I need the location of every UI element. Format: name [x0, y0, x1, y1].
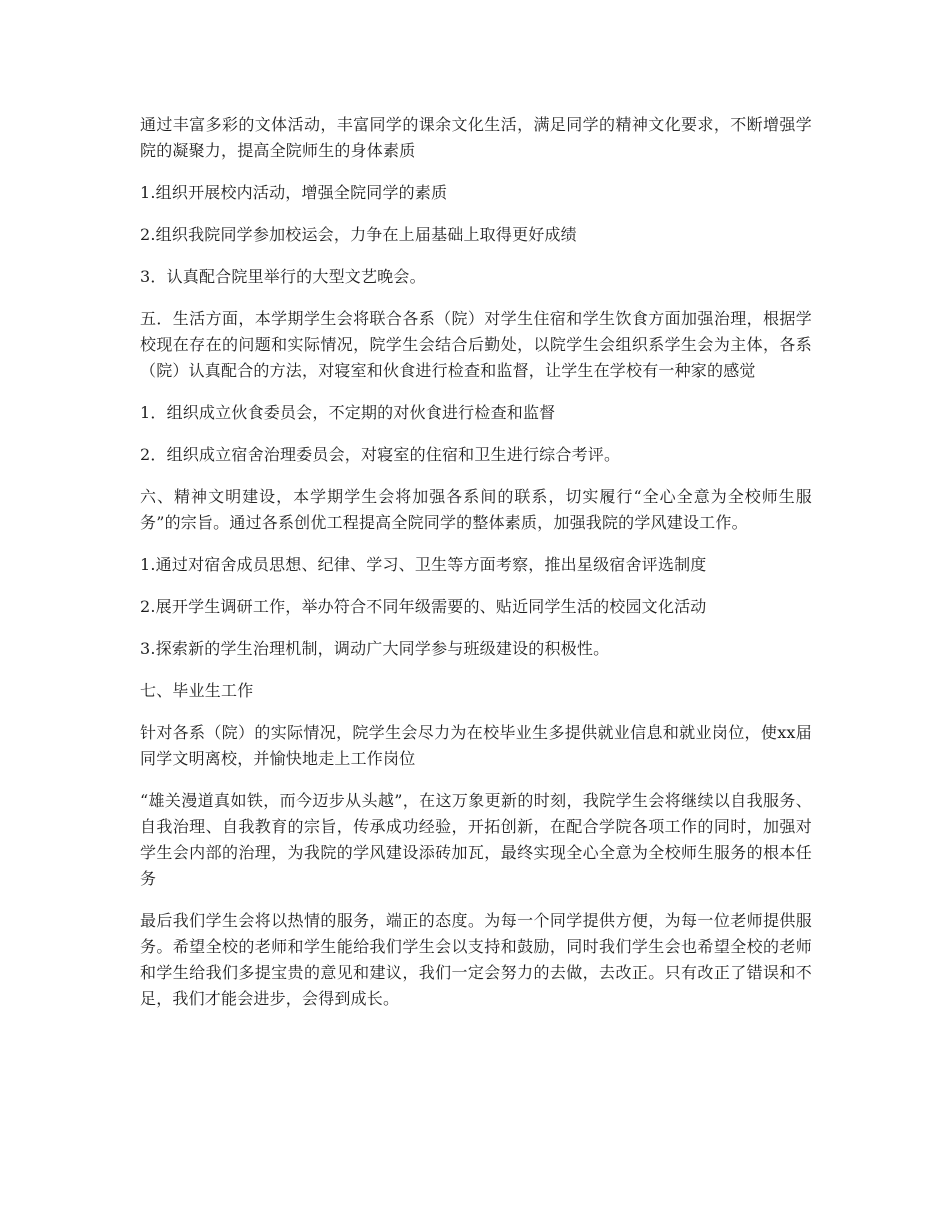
paragraph-section-five-life: 五．生活方面，本学期学生会将联合各系（院）对学生住宿和学生饮食方面加强治理，根据学校现在存在的问题和实际情况，院学生会结合后勤处，以院学生会组织系学生会为主体，各系（院）认真配合的方法，对寝室和伙食进行检查和监督，让学生在学校有一种家的感觉 — [140, 309, 812, 380]
document-body — [140, 112, 812, 1028]
paragraph-civility-item-2: 2.展开学生调研工作，举办符合不同年级需要的、贴近同学生活的校园文化活动 — [140, 597, 707, 616]
paragraph-civility-item-3: 3.探索新的学生治理机制，调动广大同学参与班级建设的积极性。 — [140, 639, 610, 658]
paragraph-life-item-1: 1．组织成立伙食委员会，不定期的对伙食进行检查和监督 — [140, 403, 556, 422]
paragraph-section-seven-heading: 七、毕业生工作 — [140, 681, 254, 700]
paragraph-culture-item-2: 2.组织我院同学参加校运会，力争在上届基础上取得更好成绩 — [140, 225, 577, 244]
paragraph-graduate-work: 针对各系（院）的实际情况，院学生会尽力为在校毕业生多提供就业信息和就业岗位，使xx届同学文明离校，并愉快地走上工作岗位 — [140, 723, 812, 768]
paragraph-life-item-2: 2．组织成立宿舍治理委员会，对寝室的住宿和卫生进行综合考评。 — [140, 445, 621, 464]
paragraph-closing-quote: “雄关漫道真如铁，而今迈步从头越”，在这万象更新的时刻，我院学生会将继续以自我服务、自我治理、自我教育的宗旨，传承成功经验，开拓创新，在配合学院各项工作的同时，加强对学生会内部的治理，为我院的学风建设添砖加瓦，最终实现全心全意为全校师生服务的根本任务 — [140, 791, 812, 888]
paragraph-culture-item-3: 3．认真配合院里举行的大型文艺晚会。 — [140, 267, 426, 286]
paragraph-final-remarks: 最后我们学生会将以热情的服务，端正的态度。为每一个同学提供方便，为每一位老师提供服务。希望全校的老师和学生能给我们学生会以支持和鼓励，同时我们学生会也希望全校的老师和学生给我们多提宝贵的意见和建议，我们一定会努力的去做，去改正。只有改正了错误和不足，我们才能会进步，会得到成长。 — [140, 911, 812, 1008]
paragraph-culture-item-1: 1.组织开展校内活动，增强全院同学的素质 — [140, 183, 448, 202]
paragraph-civility-item-1: 1.通过对宿舍成员思想、纪律、学习、卫生等方面考察，推出星级宿舍评选制度 — [140, 555, 707, 574]
paragraph-section-six-civility: 六、精神文明建设，本学期学生会将加强各系间的联系，切实履行“全心全意为全校师生服务”的宗旨。通过各系创优工程提高全院同学的整体素质，加强我院的学风建设工作。 — [140, 487, 812, 532]
paragraph-culture-intro: 通过丰富多彩的文体活动，丰富同学的课余文化生活，满足同学的精神文化要求，不断增强学院的凝聚力，提高全院师生的身体素质 — [140, 115, 812, 160]
